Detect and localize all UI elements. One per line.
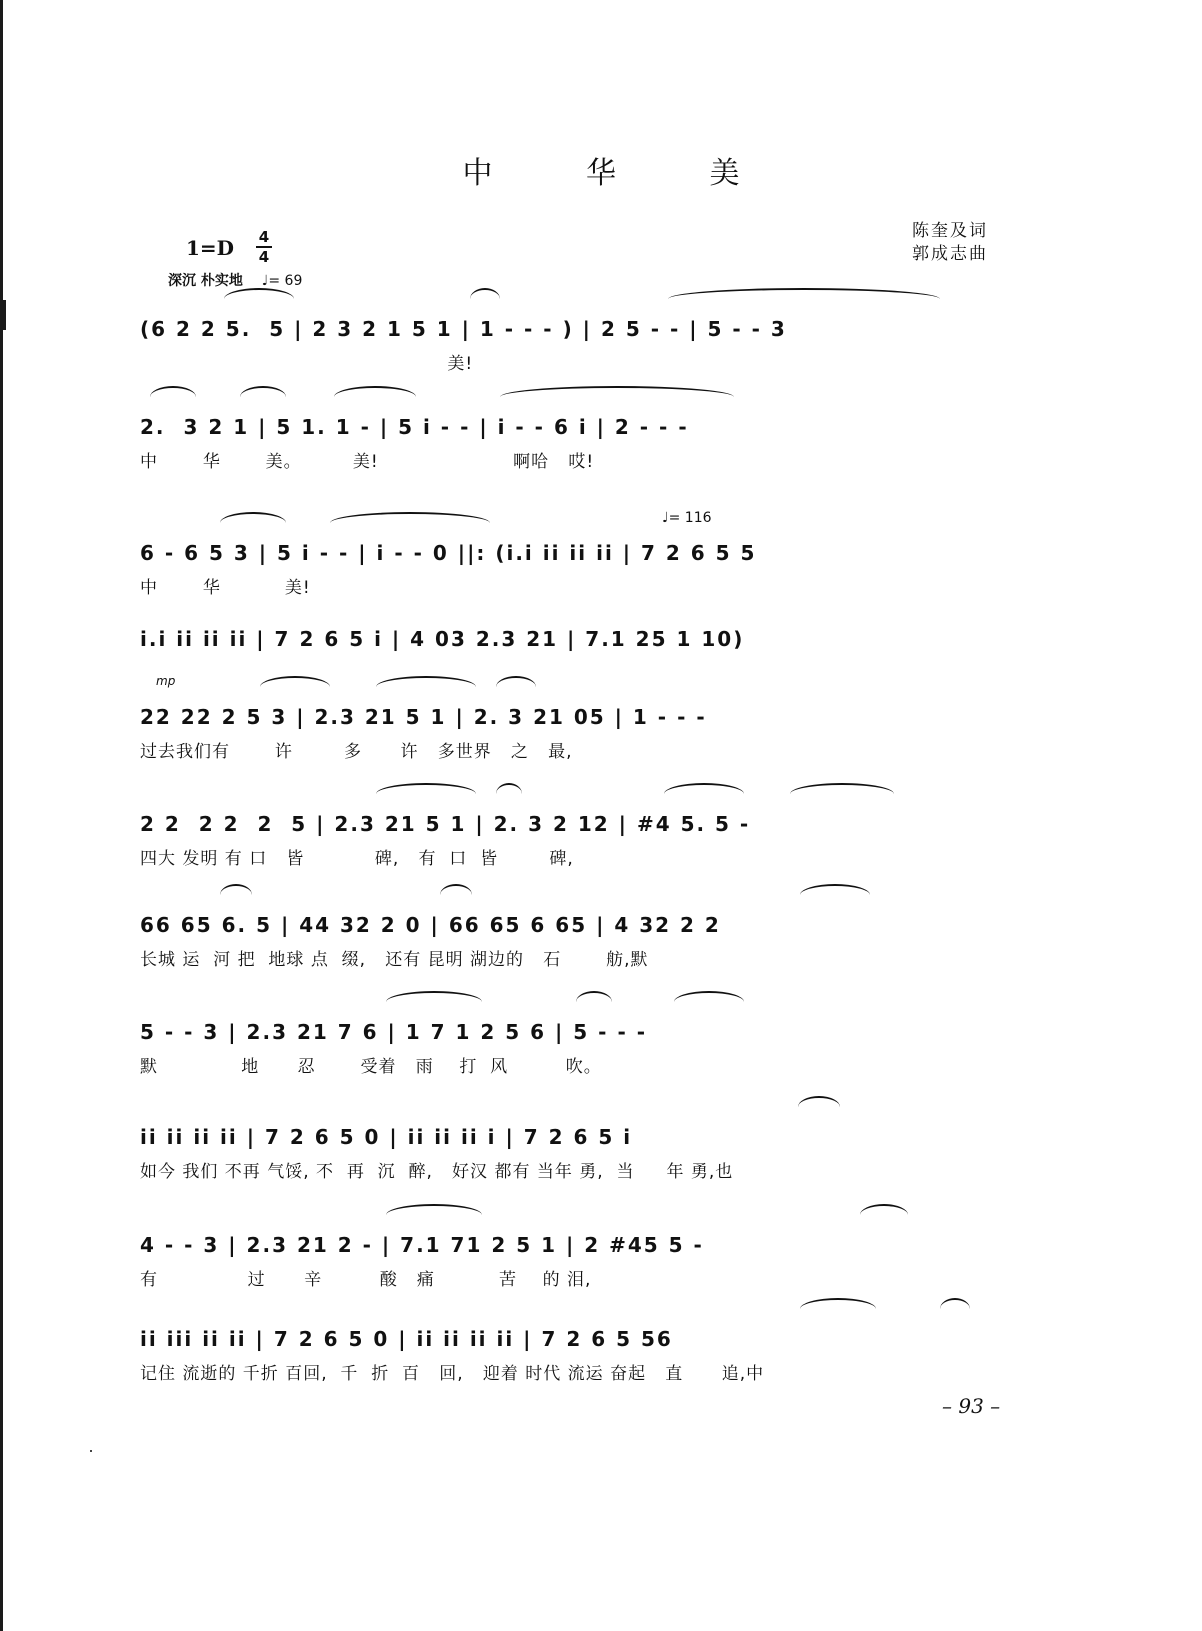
lyric-line: 长城 运 河 把 地球 点 缀, 还有 昆明 湖边的 石 舫,默: [140, 950, 649, 970]
notation-line: (6 2 2 5. 5 | 2 3 2 1 5 1 | 1 - - - ) | 2 5 - - | 5 - - 3: [140, 317, 787, 341]
score-system-5: [140, 698, 1002, 788]
lyric-line: 中 华 美!: [140, 578, 311, 598]
tempo-expression: 深沉 朴实地: [168, 273, 243, 289]
lyric-line: 默 地 忍 受着 雨 打 风 吹。: [140, 1057, 602, 1077]
composer-credit: 郭成志曲: [912, 244, 988, 264]
lyric-line: 美!: [140, 354, 474, 374]
page-number: – 93 –: [942, 1394, 1001, 1418]
key-signature: 1=D: [186, 236, 235, 260]
notation-line: 22 22 2 5 3 | 2.3 21 5 1 | 2. 3 21 05 | 1 - - -: [140, 705, 707, 729]
lyric-line: 四大 发明 有 口 皆 碑, 有 口 皆 碑,: [140, 849, 574, 869]
scan-speck: [90, 1450, 92, 1452]
notation-line: 66 65 6. 5 | 44 32 2 0 | 66 65 6 65 | 4 32 2 2: [140, 913, 721, 937]
score-system-8: [140, 1013, 1002, 1103]
notation-line: ii ii ii ii | 7 2 6 5 0 | ii ii ii i | 7 2 6 5 i: [140, 1125, 633, 1149]
notation-line: 2 2 2 2 2 5 | 2.3 21 5 1 | 2. 3 2 12 | #4 5. 5 -: [140, 812, 751, 836]
lyric-line: 中 华 美。 美! 啊哈 哎!: [140, 452, 595, 472]
notation-line: 2. 3 2 1 | 5 1. 1 - | 5 i - - | i - - 6 i | 2 - - -: [140, 415, 689, 439]
notation-line: 6 - 6 5 3 | 5 i - - | i - - 0 ||: (i.i ii ii ii | 7 2 6 5 5: [140, 541, 757, 565]
score-system-11: [140, 1320, 1002, 1410]
notation-line: 5 - - 3 | 2.3 21 7 6 | 1 7 1 2 5 6 | 5 - - -: [140, 1020, 648, 1044]
tempo-bpm: ♩= 69: [261, 273, 303, 289]
notation-line: ii iii ii ii | 7 2 6 5 0 | ii ii ii ii | 7 2 6 5 56: [140, 1327, 673, 1351]
notation-line: i.i ii ii ii | 7 2 6 5 i | 4 03 2.3 21 | 7.1 25 1 10): [140, 627, 745, 651]
lyric-line: 如今 我们 不再 气馁, 不 再 沉 醉, 好汉 都有 当年 勇, 当 年 勇,也: [140, 1162, 734, 1182]
score-system-6: [140, 805, 1002, 895]
lyric-line: 过去我们有 许 多 许 多世界 之 最,: [140, 742, 573, 762]
score-system-2: [140, 408, 1002, 498]
lyric-line: 记住 流逝的 千折 百回, 千 折 百 回, 迎着 时代 流运 奋起 直 追,中: [140, 1364, 765, 1384]
score-system-10: [140, 1226, 1002, 1316]
time-signature-bottom: 4: [258, 248, 270, 266]
score-system-3: [140, 534, 1002, 624]
tempo-marking: [168, 270, 302, 290]
time-signature: [256, 229, 272, 265]
page-edge-rule: [0, 0, 3, 1631]
time-signature-top: 4: [258, 228, 270, 246]
lyric-line: 有 过 辛 酸 痛 苦 的 泪,: [140, 1270, 592, 1290]
dynamic-marking: mp: [156, 674, 176, 688]
notation-line: 4 - - 3 | 2.3 21 2 - | 7.1 71 2 5 1 | 2 #45 5 -: [140, 1233, 704, 1257]
lyricist-credit: 陈奎及词: [912, 221, 988, 241]
song-title: 中 华 美: [462, 156, 782, 191]
page-edge-tick: [0, 300, 6, 330]
tempo-change: ♩= 116: [662, 510, 712, 526]
score-system-7: [140, 906, 1002, 996]
score-system-9: [140, 1118, 1002, 1208]
